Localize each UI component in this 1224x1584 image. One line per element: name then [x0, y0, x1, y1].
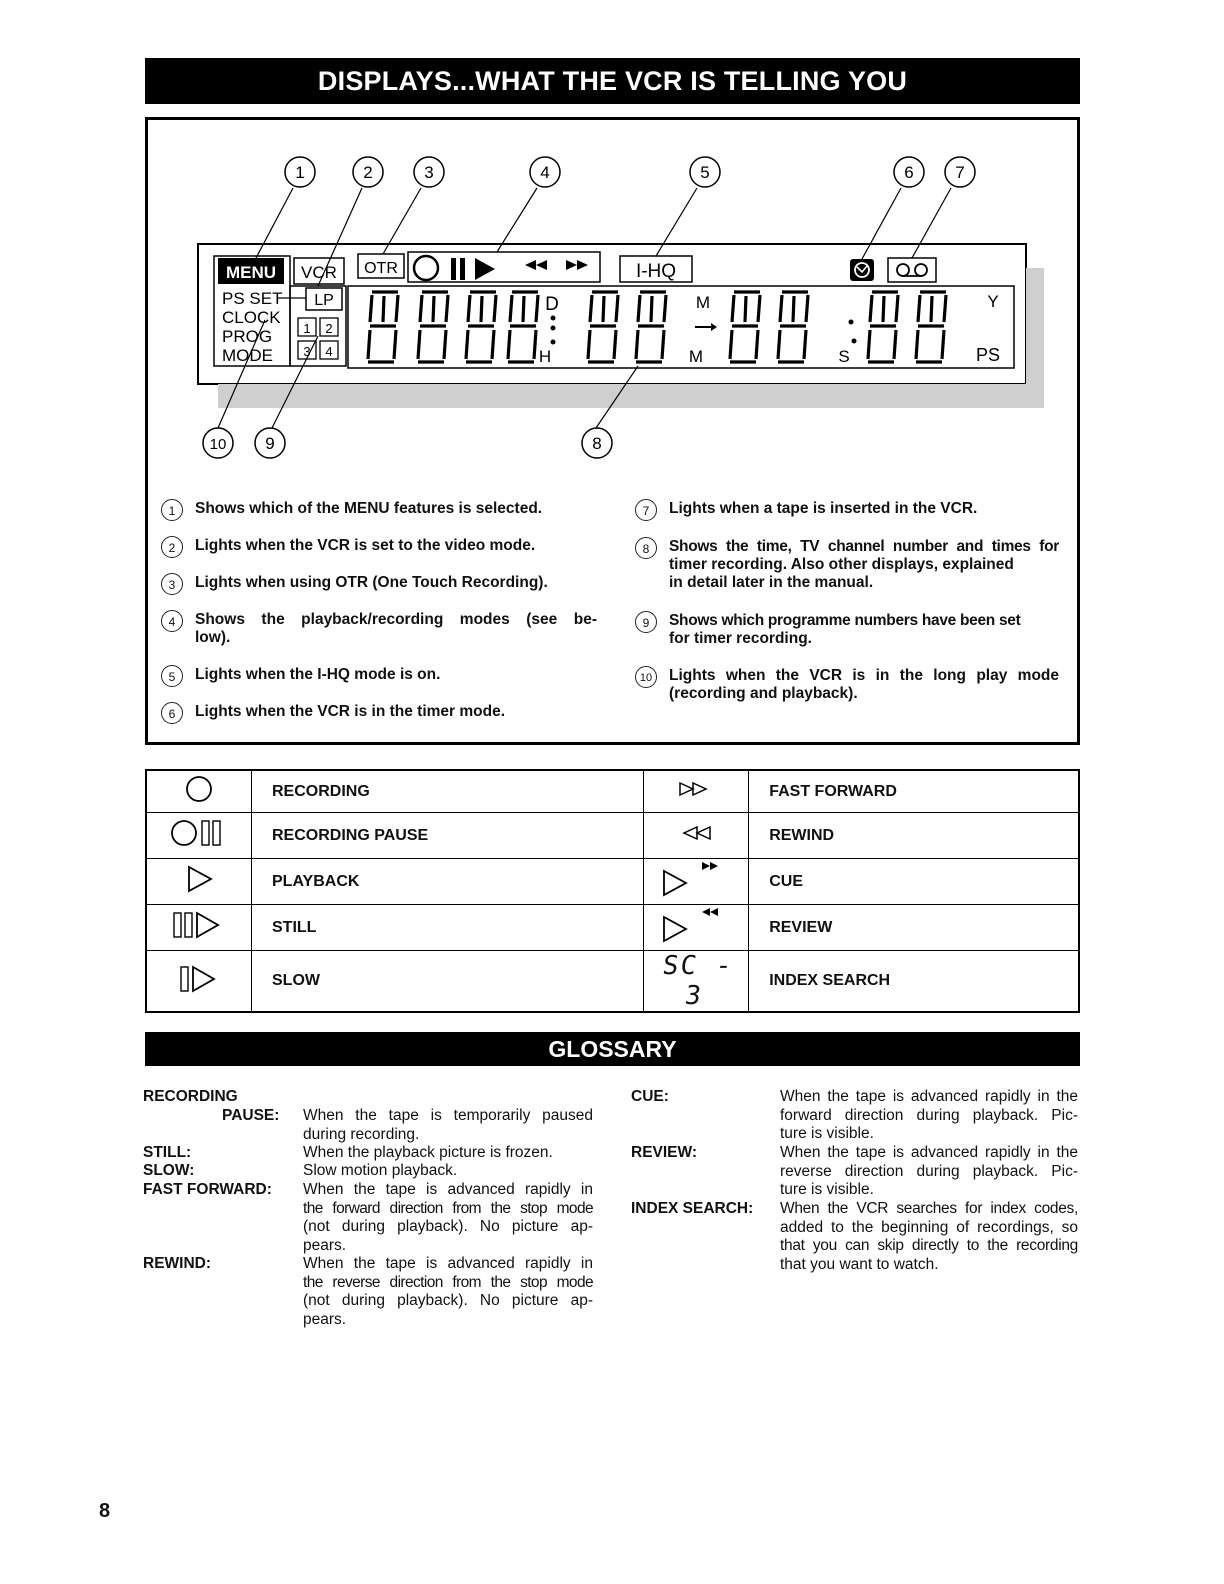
- tape-icon: [888, 258, 936, 282]
- mode-label: FAST FORWARD: [749, 770, 1079, 813]
- glossary-def-recording-pause: When the tape is temporarily paused during recording.: [303, 1107, 593, 1143]
- prog-number-3: 3: [303, 344, 311, 359]
- lcd-segment: [492, 330, 494, 359]
- lcd-segment: [616, 295, 618, 322]
- lcd-segment: [806, 295, 808, 322]
- lcd-segment: [944, 295, 946, 322]
- lcd-segment: [780, 295, 782, 322]
- lcd-segment: [420, 295, 422, 322]
- lcd-segment: [446, 295, 448, 322]
- glossary-term-fast-forward: FAST FORWARD:: [143, 1181, 272, 1198]
- glossary-def-cue: When the tape is advanced rapidly in the forward direction during playback. Pic- ture is visible.: [780, 1088, 1078, 1142]
- callout-2: 2: [363, 163, 373, 182]
- lcd-segment: [883, 296, 884, 322]
- description-9: 9 Shows which programme numbers have been set for timer recording.: [635, 611, 1065, 651]
- lcd-segment: [383, 296, 384, 322]
- still-icon: [146, 905, 252, 951]
- callout-3: 3: [424, 163, 434, 182]
- lcd-diagram: [0, 0, 1224, 470]
- ihq-indicator: I-HQ: [635, 261, 677, 282]
- menu-label: MENU: [225, 263, 277, 282]
- pause-segment-icon: [451, 258, 456, 280]
- lcd-segment: [523, 296, 524, 322]
- prog-number-4: 4: [325, 344, 333, 359]
- lcd-segment: [466, 330, 468, 359]
- prog-number-2: 2: [325, 321, 333, 336]
- seven-segment-digits: [368, 292, 946, 362]
- lcd-segment: [636, 330, 638, 359]
- lcd-segment: [730, 330, 732, 359]
- otr-indicator: OTR: [364, 260, 398, 277]
- glossary-def-fast-forward: When the tape is advanced rapidly in the forward direction from the stop mode (not during playback). No picture ap- pears.: [303, 1181, 593, 1254]
- description-8: 8 Shows the time, TV channel number and times for timer recording. Also other displays, explained in detail later in the manual.: [635, 537, 1065, 597]
- lcd-segment: [804, 330, 806, 359]
- callout-10: 10: [209, 436, 227, 453]
- lcd-segment: [918, 295, 920, 322]
- lcd-segment: [758, 295, 760, 322]
- mode-label: RECORDING PAUSE: [252, 813, 644, 859]
- lcd-segment: [868, 330, 870, 359]
- slow-icon: [146, 951, 252, 1013]
- callout-4: 4: [540, 163, 550, 182]
- lcd-segment: [896, 295, 898, 322]
- table-row: [146, 813, 1079, 859]
- record-circle-icon: [146, 770, 252, 813]
- description-10: 10 Lights when the VCR is in the long play mode (recording and playback).: [635, 666, 1065, 706]
- mode-label: CUE: [749, 859, 1079, 905]
- table-row: [146, 859, 1079, 905]
- callout-1: 1: [295, 163, 305, 182]
- lcd-segment: [494, 295, 496, 322]
- lcd-segment: [510, 295, 512, 322]
- lcd-segment: [942, 330, 944, 359]
- record-segment-icon: [414, 256, 438, 280]
- lcd-segment: [508, 330, 510, 359]
- mode-label: PLAYBACK: [252, 859, 644, 905]
- table-row: [146, 905, 1079, 951]
- callout-6: 6: [904, 163, 914, 182]
- menu-item-ps-set: PS SET: [222, 289, 283, 308]
- lcd-segment: [793, 296, 794, 322]
- lcd-segment: [778, 330, 780, 359]
- glossary-term-slow: SLOW:: [143, 1162, 195, 1179]
- lcd-segment: [444, 330, 446, 359]
- menu-item-prog: PROG: [222, 327, 273, 346]
- table-row: [146, 951, 1079, 1013]
- lcd-segment: [368, 330, 370, 359]
- lcd-segment: [603, 296, 604, 322]
- mode-label: STILL: [252, 905, 644, 951]
- lcd-letter-d: D: [545, 294, 559, 315]
- lcd-segment: [396, 295, 398, 322]
- section-title-displays: DISPLAYS...WHAT THE VCR IS TELLING YOU: [145, 58, 1080, 104]
- page-number: 8: [99, 1500, 111, 1522]
- glossary-term-still: STILL:: [143, 1144, 192, 1161]
- lcd-segment: [614, 330, 616, 359]
- index-search-icon: [644, 951, 749, 1013]
- lcd-segment: [394, 330, 396, 359]
- lcd-segment: [370, 295, 372, 322]
- glossary-def-index-search: When the VCR searches for index codes, added to the beginning of recordings, so that you can skip directly to the recording that you want to watch.: [780, 1200, 1078, 1273]
- callout-9: 9: [265, 434, 275, 453]
- glossary-title: GLOSSARY: [145, 1032, 1080, 1066]
- cue-icon: [644, 859, 749, 905]
- lcd-segment: [931, 296, 932, 322]
- mode-label: RECORDING: [252, 770, 644, 813]
- lcd-segment: [870, 295, 872, 322]
- menu-item-mode: MODE: [222, 346, 273, 365]
- lcd-segment: [481, 296, 482, 322]
- menu-item-clock: CLOCK: [222, 308, 281, 327]
- mode-label: REWIND: [749, 813, 1079, 859]
- callout-8: 8: [592, 434, 602, 453]
- glossary-def-still: When the playback picture is frozen.: [303, 1144, 553, 1161]
- callout-7: 7: [955, 163, 965, 182]
- vcr-indicator: VCR: [301, 263, 337, 282]
- table-row: [146, 770, 1079, 813]
- lcd-letter-y: Y: [987, 292, 999, 311]
- glossary-term-index-search: INDEX SEARCH:: [631, 1200, 754, 1217]
- lcd-segment: [534, 330, 536, 359]
- lcd-segment: [745, 296, 746, 322]
- fast-forward-segment-icon: [566, 260, 577, 270]
- lcd-segment: [916, 330, 918, 359]
- glossary-def-rewind: When the tape is advanced rapidly in the reverse direction from the stop mode (not during playback). No picture ap- pears.: [303, 1255, 593, 1328]
- lcd-segment: [756, 330, 758, 359]
- lcd-segment: [651, 296, 652, 322]
- lcd-segment: [664, 295, 666, 322]
- glossary-term-rewind: REWIND:: [143, 1255, 212, 1272]
- lcd-segment: [894, 330, 896, 359]
- glossary-term-recording: RECORDING: [143, 1088, 238, 1105]
- prog-number-1: 1: [303, 321, 311, 336]
- lcd-segment: [638, 295, 640, 322]
- lcd-segment: [468, 295, 470, 322]
- lcd-segment: [662, 330, 664, 359]
- lcd-letter-h: H: [538, 347, 552, 366]
- glossary-def-slow: Slow motion playback.: [303, 1162, 458, 1179]
- lcd-letter-s: S: [838, 347, 850, 366]
- mode-label: REVIEW: [749, 905, 1079, 951]
- rewind-icon: [644, 813, 749, 859]
- lcd-segment: [536, 295, 538, 322]
- lcd-segment: [732, 295, 734, 322]
- record-pause-icon: [146, 813, 252, 859]
- lcd-segment: [433, 296, 434, 322]
- mode-label: INDEX SEARCH: [749, 951, 1079, 1013]
- review-icon: [644, 905, 749, 951]
- description-4: 4 Shows the playback/recording modes (see be- low).: [161, 610, 601, 650]
- lp-indicator: LP: [314, 292, 334, 309]
- rewind-segment-icon: [525, 260, 536, 270]
- playback-modes-table: [145, 769, 1080, 1013]
- index-search-symbol: SC - 3: [660, 951, 736, 1011]
- glossary-term-cue: CUE:: [631, 1088, 669, 1105]
- lcd-segment: [588, 330, 590, 359]
- glossary-term-pause: PAUSE:: [222, 1107, 280, 1124]
- glossary-def-review: When the tape is advanced rapidly in the reverse direction during playback. Pic- ture is visible.: [780, 1144, 1078, 1198]
- lcd-letter-m-bottom: M: [688, 347, 704, 366]
- lcd-letter-ps: PS: [975, 345, 1001, 365]
- glossary-term-review: REVIEW:: [631, 1144, 698, 1161]
- play-segment-icon: [475, 258, 495, 280]
- lcd-segment: [418, 330, 420, 359]
- play-triangle-icon: [146, 859, 252, 905]
- lcd-segment: [590, 295, 592, 322]
- fast-forward-icon: [644, 770, 749, 813]
- callout-5: 5: [700, 163, 710, 182]
- mode-label: SLOW: [252, 951, 644, 1013]
- lcd-letter-m-top: M: [695, 293, 711, 312]
